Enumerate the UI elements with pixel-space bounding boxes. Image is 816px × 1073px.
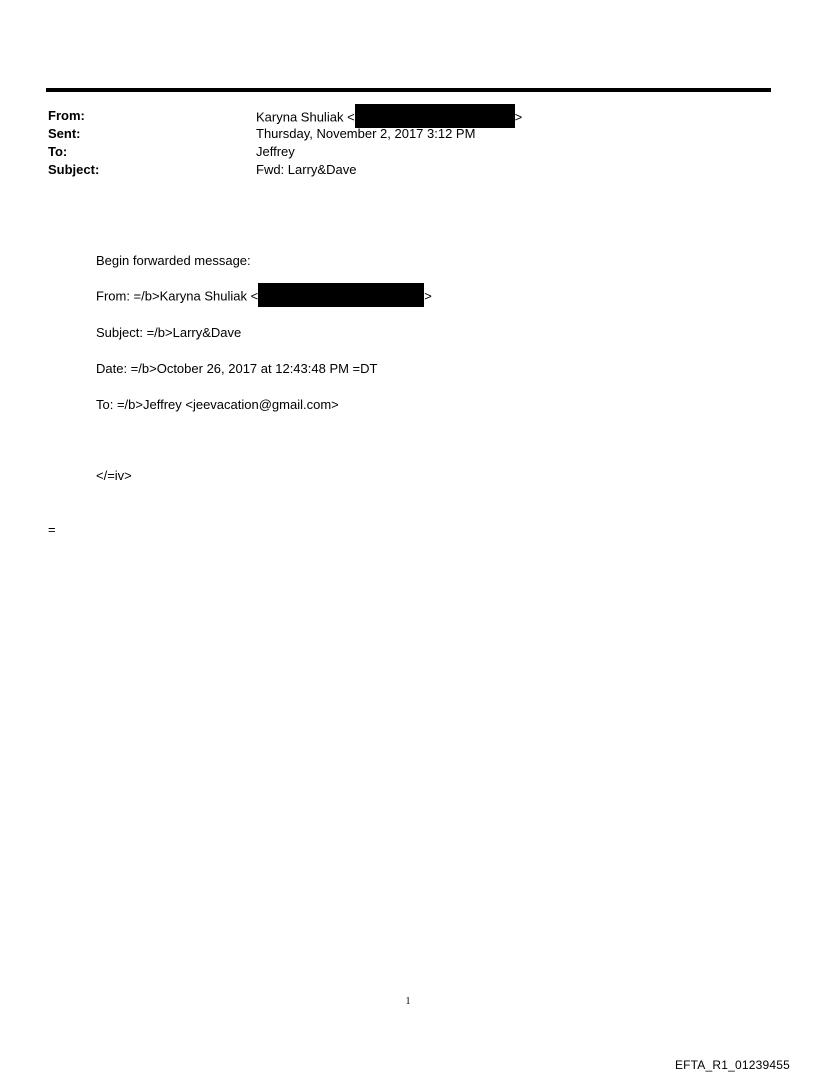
forwarded-from-text: From: =/b>Karyna Shuliak	[96, 288, 248, 304]
from-name: Karyna Shuliak	[256, 109, 344, 125]
bates-number: EFTA_R1_01239455	[674, 1058, 790, 1072]
forwarded-subject: Subject: =/b>Larry&Dave	[96, 325, 242, 340]
redaction-box	[258, 283, 424, 307]
forward-intro: Begin forwarded message:	[96, 253, 251, 268]
from-close-bracket: >	[514, 109, 523, 125]
page-number: 1	[405, 996, 411, 1007]
from-value	[256, 108, 522, 128]
forwarded-to: To: =/b>Jeffrey <jeevacation@gmail.com>	[96, 397, 339, 412]
forwarded-from	[96, 287, 432, 307]
sent-label: Sent:	[48, 126, 81, 141]
from-open-bracket: <	[347, 109, 355, 125]
forwarded-from-open-bracket: <	[250, 288, 259, 304]
from-label: From:	[48, 108, 85, 123]
closing-tag: </=iv>	[96, 468, 132, 483]
stray-equals: =	[48, 522, 56, 537]
to-value: Jeffrey	[256, 144, 295, 159]
sent-value: Thursday, November 2, 2017 3:12 PM	[256, 126, 476, 141]
to-label: To:	[48, 144, 68, 159]
subject-label: Subject:	[48, 162, 100, 177]
subject-value: Fwd: Larry&Dave	[256, 162, 357, 177]
redaction-box	[355, 104, 515, 128]
forwarded-date: Date: =/b>October 26, 2017 at 12:43:48 PM =DT	[96, 361, 378, 376]
forwarded-from-close-bracket: >	[424, 288, 432, 304]
header-rule	[46, 88, 771, 92]
